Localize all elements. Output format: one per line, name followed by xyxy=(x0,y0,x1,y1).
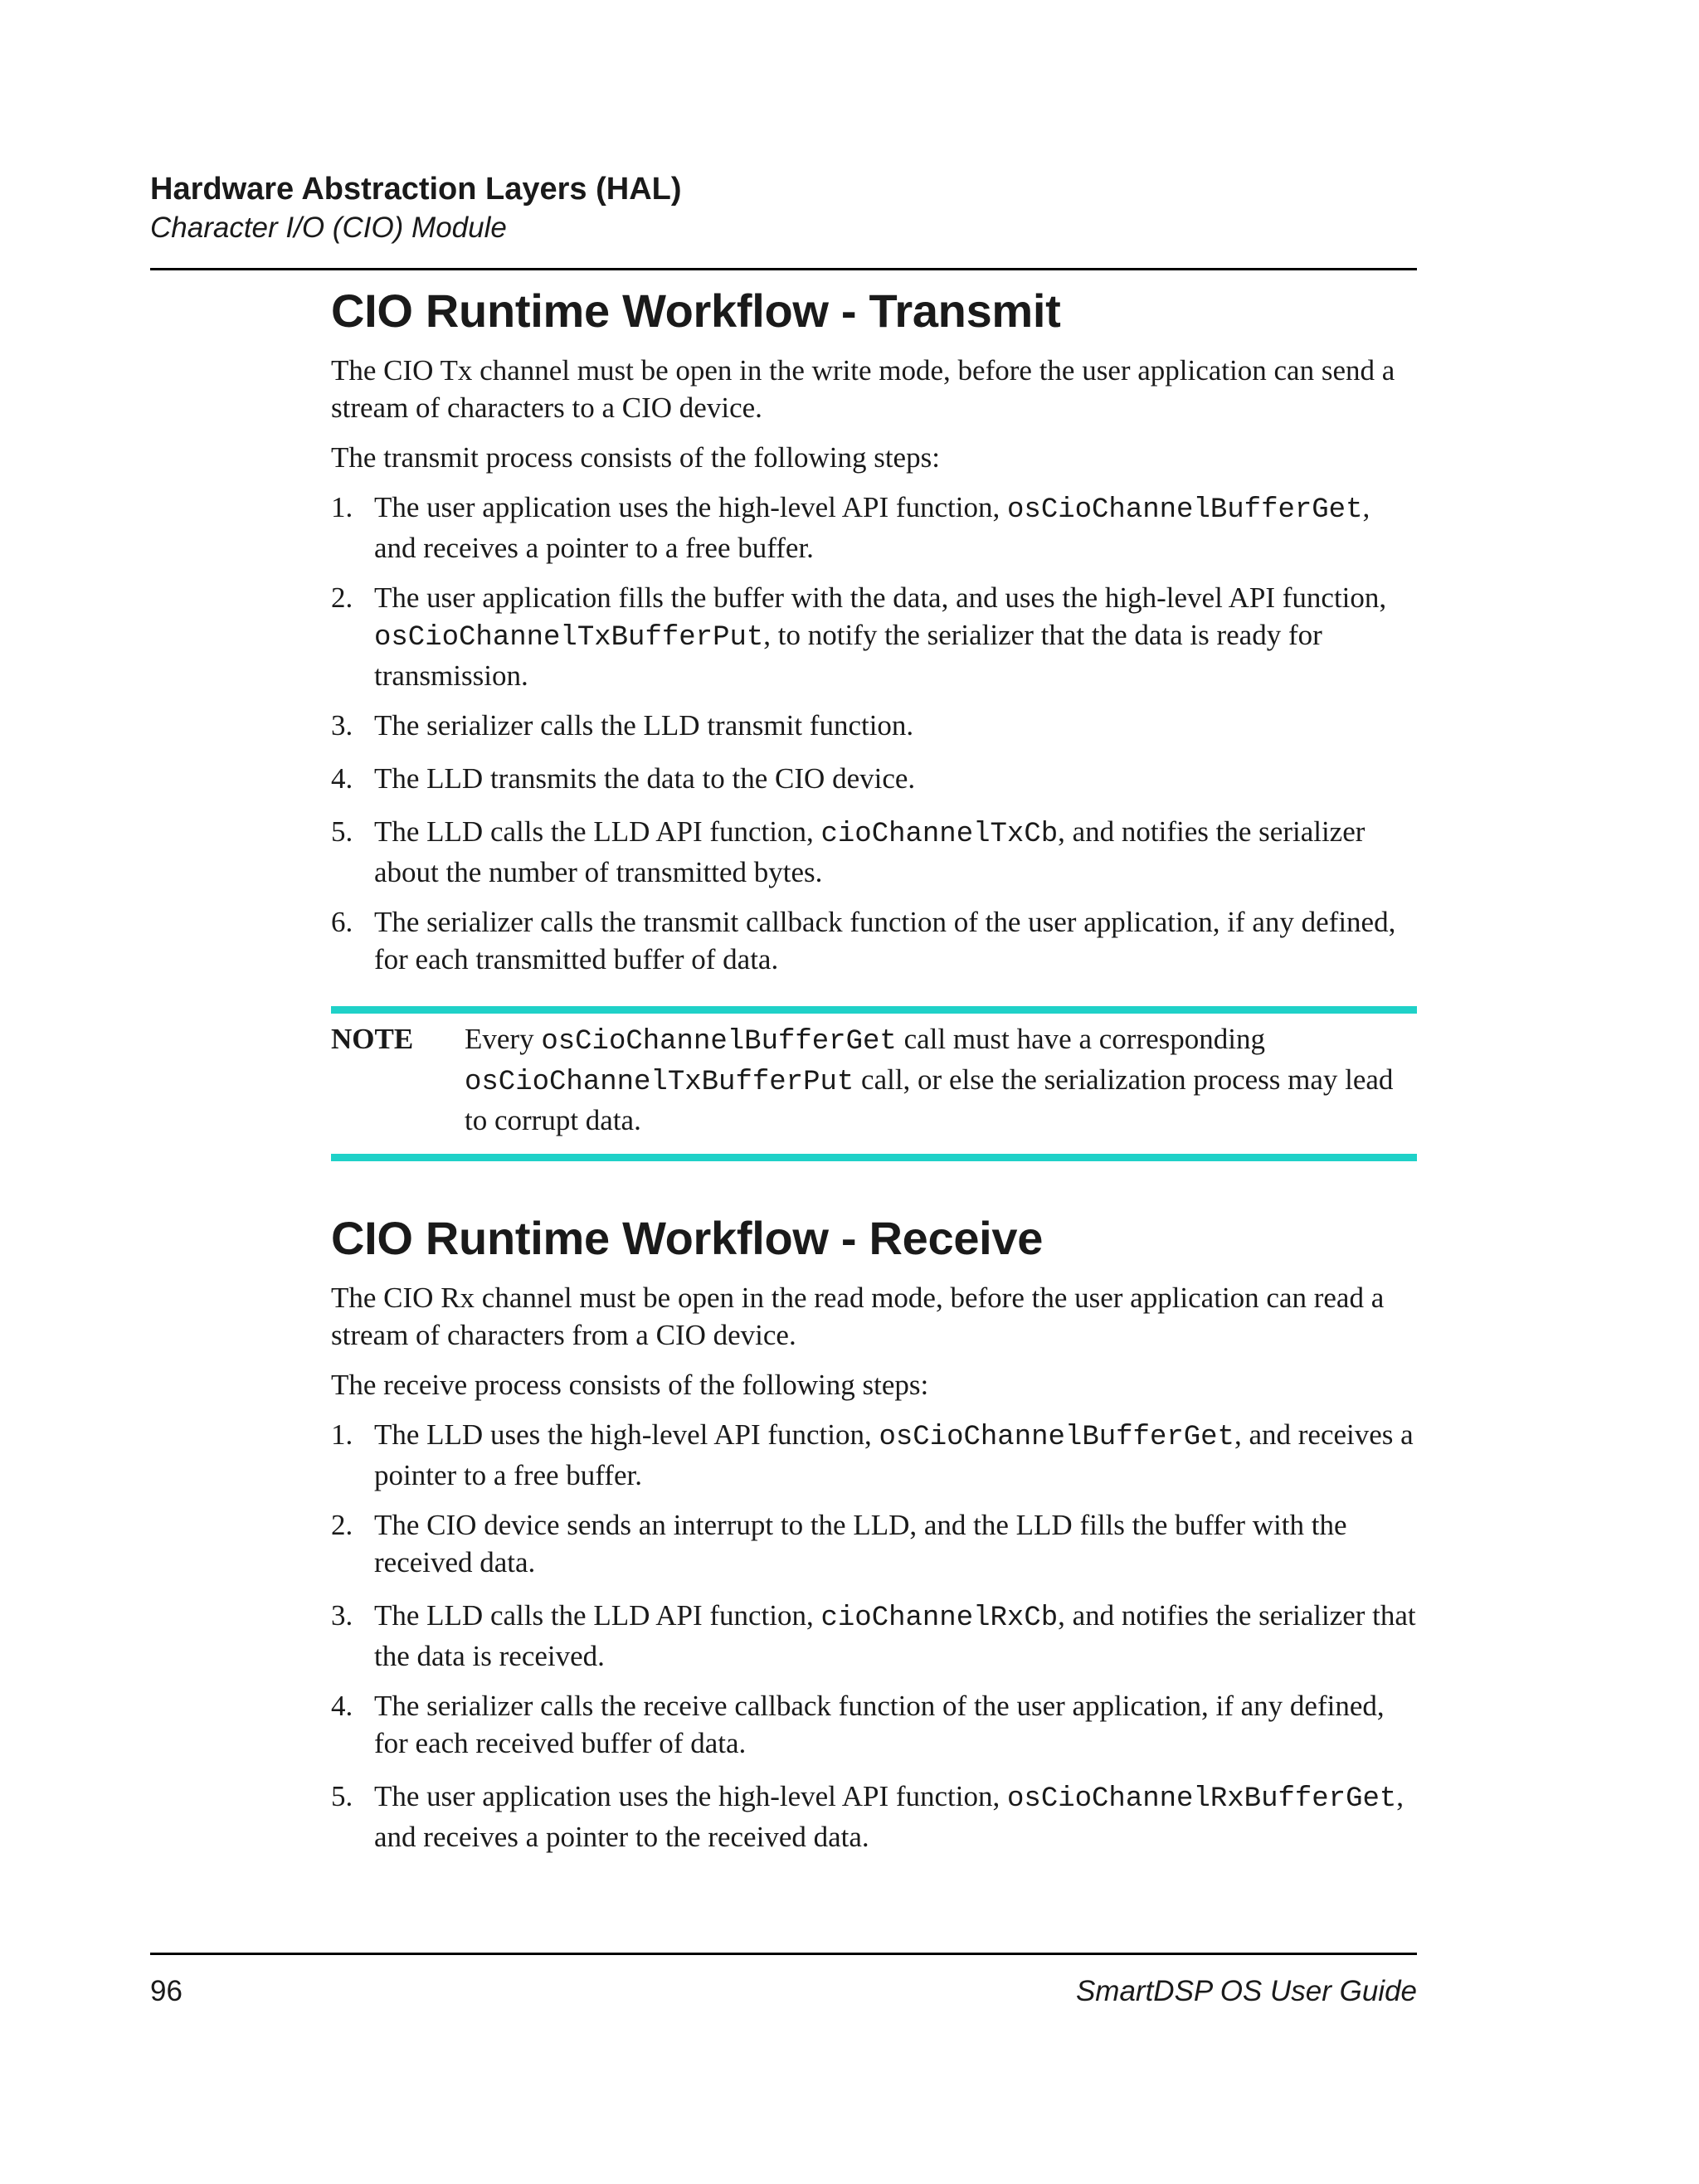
transmit-steps-list xyxy=(331,489,1417,981)
receive-step-3: 3. The LLD calls the LLD API function, cioChannelRxCb, and notifies the serializer that the data is received. xyxy=(331,1599,1416,1672)
page-number: 96 xyxy=(150,1975,183,2007)
api-function-name: cioChannelRxCb xyxy=(820,1603,1059,1634)
transmit-lead: The transmit process consists of the following steps: xyxy=(331,441,940,474)
note-text: Every osCioChannelBufferGet call must have a corresponding osCioChannelTxBufferPut call, or else the serialization process may lead to corrupt data. xyxy=(465,1023,1394,1136)
receive-step-4: 4. The serializer calls the receive callback function of the user application, if any defined, for each received buffer of data. xyxy=(331,1690,1385,1759)
receive-intro: The CIO Rx channel must be open in the read mode, before the user application can read a stream of characters from a CIO device. xyxy=(331,1282,1385,1351)
transmit-step-3: 3. The serializer calls the LLD transmit function. xyxy=(331,709,914,742)
receive-steps-list xyxy=(331,1416,1417,1856)
transmit-step-4: 4. The LLD transmits the data to the CIO device. xyxy=(331,762,916,795)
footer-rule xyxy=(150,1953,1417,1955)
section-heading-receive: CIO Runtime Workflow - Receive xyxy=(331,1212,1044,1264)
note-box xyxy=(331,1006,1417,1161)
receive-lead: The receive process consists of the following steps: xyxy=(331,1369,929,1401)
transmit-step-6: 6. The serializer calls the transmit callback function of the user application, if any defined, for each transmitted buffer of data. xyxy=(331,906,1396,975)
running-header-title: Hardware Abstraction Layers (HAL) xyxy=(150,172,682,207)
api-function-name: osCioChannelBufferGet xyxy=(1007,494,1363,526)
note-label: NOTE xyxy=(331,1023,414,1055)
header-rule xyxy=(150,268,1417,270)
transmit-step-1: 1. The user application uses the high-level API function, osCioChannelBufferGet, and receives a pointer to a free buffer. xyxy=(331,491,1370,564)
footer-doc-title: SmartDSP OS User Guide xyxy=(1075,1975,1417,2007)
transmit-step-5: 5. The LLD calls the LLD API function, cioChannelTxCb, and notifies the serializer about the number of transmitted bytes. xyxy=(331,815,1366,888)
api-function-name: osCioChannelBufferGet xyxy=(879,1422,1234,1453)
api-function-name: cioChannelTxCb xyxy=(820,819,1059,850)
api-function-name: osCioChannelRxBufferGet xyxy=(1007,1783,1397,1815)
receive-step-2: 2. The CIO device sends an interrupt to the LLD, and the LLD fills the buffer with the received data. xyxy=(331,1509,1347,1578)
main-content xyxy=(331,282,1417,1868)
transmit-step-2: 2. The user application fills the buffer with the data, and uses the high-level API function, osCioChannelTxBufferPut, to notify the serializer that the data is ready for transmission. xyxy=(331,581,1387,692)
api-function-name: osCioChannelTxBufferPut xyxy=(374,622,764,654)
running-header-subtitle: Character I/O (CIO) Module xyxy=(150,212,507,244)
transmit-intro: The CIO Tx channel must be open in the write mode, before the user application can send a stream of characters to a CIO device. xyxy=(331,354,1395,424)
receive-step-1: 1. The LLD uses the high-level API function, osCioChannelBufferGet, and receives a pointer to a free buffer. xyxy=(331,1418,1414,1491)
section-heading-transmit: CIO Runtime Workflow - Transmit xyxy=(331,285,1061,337)
receive-step-5: 5. The user application uses the high-level API function, osCioChannelRxBufferGet, and receives a pointer to the received data. xyxy=(331,1780,1404,1853)
